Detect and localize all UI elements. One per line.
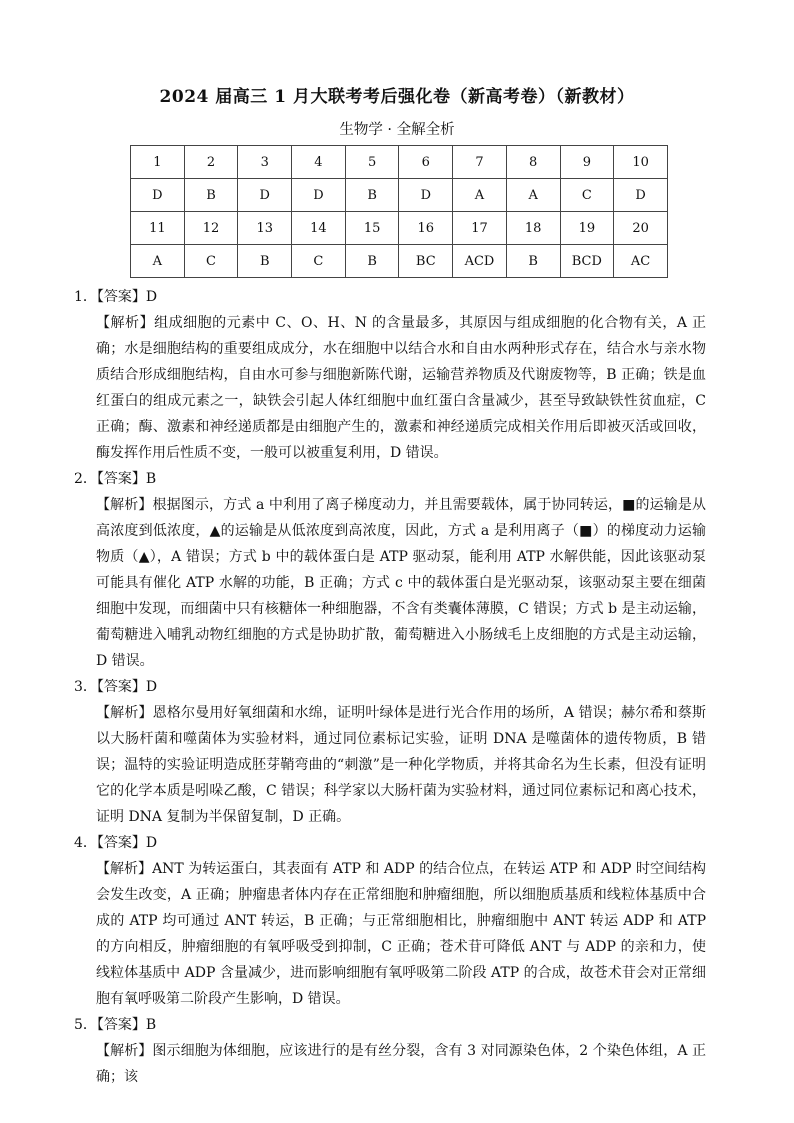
table-question-number: 4: [292, 146, 346, 179]
table-answer-cell: D: [614, 179, 668, 212]
answer-label: 【答案】B: [96, 1017, 157, 1033]
question-number: 3．: [74, 679, 97, 695]
table-question-number: 5: [345, 146, 399, 179]
answer-table: [130, 145, 668, 278]
table-question-number: 8: [506, 146, 560, 179]
table-answer-cell: C: [184, 245, 238, 278]
question-item-5: [74, 1012, 706, 1090]
table-answer-cell: B: [238, 245, 292, 278]
table-question-number: 10: [614, 146, 668, 179]
table-question-number: 12: [184, 212, 238, 245]
question-number-row: [131, 146, 668, 179]
table-answer-cell: BCD: [560, 245, 614, 278]
analysis-text: [88, 492, 706, 674]
table-question-number: 2: [184, 146, 238, 179]
analysis-tag: 【解析】: [96, 497, 153, 513]
table-answer-cell: C: [292, 245, 346, 278]
table-answer-cell: B: [184, 179, 238, 212]
table-question-number: 14: [292, 212, 346, 245]
table-question-number: 3: [238, 146, 292, 179]
analysis-tag: 【解析】: [96, 705, 153, 721]
question-number: 5．: [74, 1017, 97, 1033]
answer-row: [131, 179, 668, 212]
table-question-number: 13: [238, 212, 292, 245]
question-number: 1．: [74, 289, 97, 305]
table-answer-cell: BC: [399, 245, 453, 278]
table-question-number: 7: [453, 146, 507, 179]
table-question-number: 11: [131, 212, 185, 245]
answer-label: 【答案】D: [96, 679, 158, 695]
analysis-body: 根据图示，方式 a 中利用了离子梯度动力，并且需要载体，属于协同转运，■的运输是从高浓度到低浓度，▲的运输是从低浓度到高浓度，因此，方式 a 是利用离子（■）的梯度动力运输物质（▲），A 错误；方式 b 中的载体蛋白是 ATP 驱动泵，能利用 ATP 水解供能，因此该驱动泵可能具有催化 ATP 水解的功能，B 正确；方式 c 中的载体蛋白是光驱动泵，该驱动泵主要在细菌细胞中发现，而细菌中只有核糖体一种细胞器，不含有类囊体薄膜，C 错误；方式 b 是主动运输，葡萄糖进入哺乳动物红细胞的方式是协助扩散，葡萄糖进入小肠绒毛上皮细胞的方式是主动运输，D 错误。: [96, 497, 706, 669]
table-answer-cell: B: [345, 245, 399, 278]
analysis-body: 图示细胞为体细胞，应该进行的是有丝分裂，含有 3 对同源染色体，2 个染色体组，A 正确；该: [96, 1043, 706, 1085]
table-answer-cell: D: [292, 179, 346, 212]
question-number: 2．: [74, 471, 97, 487]
question-list: [74, 284, 707, 1090]
question-number: 4．: [74, 835, 97, 851]
table-answer-cell: C: [560, 179, 614, 212]
page-title: 2024 届高三 1 月大联考考后强化卷（新高考卷）（新教材）: [159, 87, 635, 107]
table-answer-cell: B: [345, 179, 399, 212]
table-answer-cell: A: [453, 179, 507, 212]
question-item-1: [74, 284, 707, 466]
table-answer-cell: ACD: [453, 245, 507, 278]
analysis-tag: 【解析】: [96, 1043, 153, 1059]
table-question-number: 18: [506, 212, 560, 245]
answer-label: 【答案】D: [96, 835, 158, 851]
analysis-text: [88, 856, 706, 1012]
question-item-2: [74, 466, 706, 674]
table-answer-cell: D: [399, 179, 453, 212]
analysis-body: 组成细胞的元素中 C、O、H、N 的含量最多，其原因与组成细胞的化合物有关，A 正确；水是细胞结构的重要组成成分，水在细胞中以结合水和自由水两种形式存在，结合水与亲水物质结合形成细胞结构，自由水可参与细胞新陈代谢，运输营养物质及代谢废物等，B 正确；铁是血红蛋白的组成元素之一，缺铁会引起人体红细胞中血红蛋白含量减少，甚至导致缺铁性贫血症，C 正确；酶、激素和神经递质都是由细胞产生的，激素和神经递质完成相关作用后即被灭活或回收，酶发挥作用后性质不变，一般可以被重复利用，D 错误。: [96, 315, 707, 461]
table-answer-cell: A: [131, 245, 185, 278]
table-question-number: 9: [560, 146, 614, 179]
answer-label: 【答案】D: [96, 289, 158, 305]
table-answer-cell: A: [506, 179, 560, 212]
analysis-text: [88, 700, 706, 830]
question-item-4: [74, 830, 707, 1012]
analysis-tag: 【解析】: [96, 861, 153, 877]
table-answer-cell: D: [131, 179, 185, 212]
table-question-number: 20: [614, 212, 668, 245]
answer-label: 【答案】B: [96, 471, 157, 487]
table-question-number: 1: [131, 146, 185, 179]
table-question-number: 19: [560, 212, 614, 245]
question-number-row: [131, 212, 668, 245]
table-question-number: 6: [399, 146, 453, 179]
answer-row: [131, 245, 668, 278]
analysis-tag: 【解析】: [96, 315, 155, 331]
table-question-number: 16: [399, 212, 453, 245]
table-question-number: 17: [453, 212, 507, 245]
analysis-text: [88, 1038, 706, 1090]
table-answer-cell: D: [238, 179, 292, 212]
table-answer-cell: AC: [614, 245, 668, 278]
table-question-number: 15: [345, 212, 399, 245]
table-answer-cell: B: [506, 245, 560, 278]
analysis-text: [88, 310, 706, 466]
page-subtitle: 生物学 · 全解全析: [339, 122, 455, 138]
analysis-body: ANT 为转运蛋白，其表面有 ATP 和 ADP 的结合位点，在转运 ATP 和 ADP 时空间结构会发生改变，A 正确；肿瘤患者体内存在正常细胞和肿瘤细胞，所以细胞质基质和线粒体基质中合成的 ATP 均可通过 ANT 转运，B 正确；与正常细胞相比，肿瘤细胞中 ANT 转运 ADP 和 ATP 的方向相反，肿瘤细胞的有氧呼吸受到抑制，C 正确；苍术苷可降低 ANT 与 ADP 的亲和力，使线粒体基质中 ADP 含量减少，进而影响细胞有氧呼吸第二阶段 ATP 的合成，故苍术苷会对正常细胞有氧呼吸第二阶段产生影响，D 错误。: [96, 861, 707, 1007]
question-item-3: [74, 674, 707, 830]
analysis-body: 恩格尔曼用好氧细菌和水绵，证明叶绿体是进行光合作用的场所，A 错误；赫尔希和蔡斯以大肠杆菌和噬菌体为实验材料，通过同位素标记实验，证明 DNA 是噬菌体的遗传物质，B 错误；温特的实验证明造成胚芽鞘弯曲的“刺激”是一种化学物质，并将其命名为生长素，但没有证明它的化学本质是吲哚乙酸，C 错误；科学家以大肠杆菌为实验材料，通过同位素标记和离心技术，证明 DNA 复制为半保留复制，D 正确。: [96, 705, 707, 825]
